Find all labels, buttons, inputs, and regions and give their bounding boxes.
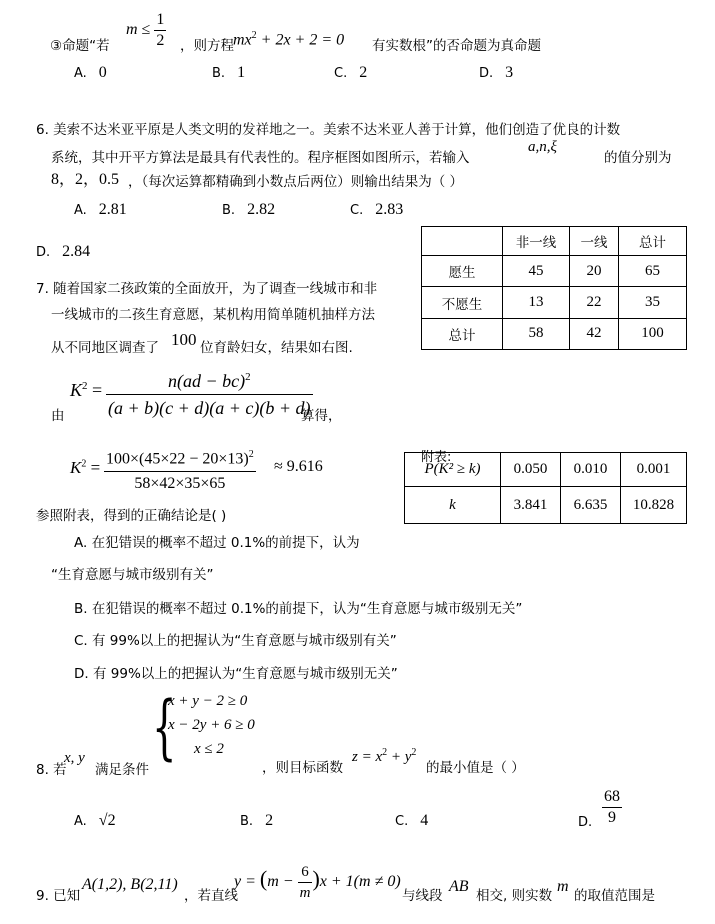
item3-option-b: B. 1 [212, 64, 246, 81]
q9-segment: AB [449, 878, 469, 895]
item3-option-a: A. 0 [74, 64, 107, 81]
q8-option-a: A. √2 [74, 812, 116, 829]
item3-condition: m ≤ $\frac{1}{2}$ [126, 11, 165, 49]
q6-option-a: A. 2.81 [74, 201, 127, 218]
table-cell: 总计 [422, 318, 503, 349]
q9-points: A(1,2), B(2,11) [82, 876, 178, 893]
q9-var-m: m [557, 878, 569, 895]
table-row [405, 487, 687, 524]
item3-equation: $mx^2 + 2x + 2 = 0$ [233, 30, 345, 49]
q7-calc-label: 算得， [301, 408, 342, 424]
k2-formula-lhs: $K^2$ = [70, 380, 103, 400]
table-cell: 58 [503, 318, 570, 349]
q9-line-equation: y = (m − $\frac{6}{m}$ )x + 1(m ≠ 0) [234, 864, 401, 901]
table-cell: 65 [619, 256, 687, 287]
q7-by: 由 [51, 408, 65, 424]
table-cell: 35 [619, 287, 687, 318]
q9-prefix: 9. 已知 [36, 888, 81, 904]
table-cell: 22 [570, 287, 619, 318]
constraint-3: x ≤ 2 [194, 741, 224, 757]
q6-option-b: B. 2.82 [222, 201, 276, 218]
table-cell: P(K² ≥ k) [405, 453, 501, 487]
table-cell: 45 [503, 256, 570, 287]
item3-prefix: ③命题“若 [50, 38, 110, 54]
q8-suffix: 的最小值是（ ） [426, 760, 525, 776]
table-cell: 13 [503, 287, 570, 318]
table-cell: 20 [570, 256, 619, 287]
k2-calc-lhs: $K^2$ = [70, 458, 101, 477]
constraint-1: x + y − 2 ≥ 0 [168, 693, 248, 709]
table-cell: 0.050 [501, 453, 561, 487]
q7-option-c: C. 有 99%以上的把握认为“生育意愿与城市级别有关” [74, 633, 397, 649]
item3-option-c: C. 2 [334, 64, 368, 81]
q7-option-d: D. 有 99%以上的把握认为“生育意愿与城市级别无关” [74, 666, 398, 682]
table-row [405, 453, 687, 487]
q8-cond: 满足条件 [95, 762, 149, 778]
q8-option-c: C. 4 [395, 812, 429, 829]
q9-suffix-a: 与线段 [402, 888, 443, 904]
item3-mid: ，则方程 [180, 38, 234, 54]
q8-objective: $z = x^2 + y^2$ [352, 747, 417, 765]
q6-line1: 6. 美索不达米亚平原是人类文明的发祥地之一。美索不达米亚人善于计算，他们创造了优良的计数 [36, 122, 621, 138]
table-cell: 愿生 [422, 256, 503, 287]
q6-option-c: C. 2.83 [350, 201, 404, 218]
q9-mid: ，若直线 [184, 888, 238, 904]
q8-option-d-fraction: $\frac{68}{9}$ [604, 788, 620, 826]
k2-calc-fraction: $\frac{100\times(45\times 22 - 20\times 13)^2}{58\times 42\times 35\times 65}$ [104, 443, 256, 496]
q7-option-a-line1: A. 在犯错误的概率不超过 0.1%的前提下，认为 [74, 535, 360, 551]
q7-sample-size: 100 [171, 330, 197, 349]
table-cell: 3.841 [501, 487, 561, 524]
table-cell: 0.010 [561, 453, 621, 487]
table-cell: 10.828 [621, 487, 687, 524]
q7-line3a: 从不同地区调查了 [51, 340, 159, 356]
k2-calc-result: ≈ 9.616 [274, 458, 323, 475]
q8-prefix: 8. 若 [36, 762, 67, 778]
survey-header-blank [422, 227, 503, 256]
q7-line3b: 位育龄妇女，结果如右图. [200, 340, 353, 356]
q7-line2: 一线城市的二孩生育意愿，某机构用简单随机抽样方法 [51, 307, 375, 323]
q9-suffix-c: 的取值范围是 [574, 888, 655, 904]
q7-line1: 7. 随着国家二孩政策的全面放开，为了调查一线城市和非 [36, 281, 378, 297]
q7-ref-line: 参照附表，得到的正确结论是( ) [36, 508, 227, 524]
k2-formula-fraction: $\frac{n(ad - bc)^2}{(a + b)(c + d)(a + c)(b + d)}$ [106, 364, 313, 421]
table-cell: 42 [570, 318, 619, 349]
survey-header-tier1: 一线 [570, 227, 619, 256]
q8-option-d-label: D. [578, 815, 593, 830]
table-row [422, 287, 687, 318]
q8-mid: ，则目标函数 [262, 760, 343, 776]
table-cell: 6.635 [561, 487, 621, 524]
q8-vars: x, y [64, 750, 85, 766]
q6-option-d: D. 2.84 [36, 243, 91, 260]
table-cell: 0.001 [621, 453, 687, 487]
q6-line2b: 的值分别为 [604, 150, 672, 166]
q6-line2a: 系统，其中开平方算法是最具有代表性的。程序框图如图所示，若输入 [51, 150, 470, 166]
q6-line3-rest: ，（每次运算都精确到小数点后两位）则输出结果为（ ） [128, 174, 464, 190]
table-cell: k [405, 487, 501, 524]
table-cell: 100 [619, 318, 687, 349]
system-brace: { [152, 686, 177, 768]
q8-option-b: B. 2 [240, 812, 274, 829]
item3-option-d: D. 3 [479, 64, 514, 81]
survey-table [421, 226, 687, 350]
constraint-2: x − 2y + 6 ≥ 0 [168, 717, 255, 733]
q6-vars: a,n,ξ [528, 139, 557, 155]
q6-input-values: 8，2，0.5 [51, 171, 120, 188]
q9-suffix-b: 相交, 则实数 [476, 888, 553, 904]
survey-header-nontier1: 非一线 [503, 227, 570, 256]
appendix-label: 附表: [421, 450, 452, 465]
table-row [422, 318, 687, 349]
item3-suffix: 有实数根”的否命题为真命题 [372, 38, 541, 54]
survey-header-total: 总计 [619, 227, 687, 256]
critical-value-table [404, 452, 687, 524]
table-cell: 不愿生 [422, 287, 503, 318]
q7-option-a-line2: “生育意愿与城市级别有关” [51, 567, 214, 583]
table-row [422, 256, 687, 287]
q7-option-b: B. 在犯错误的概率不超过 0.1%的前提下，认为“生育意愿与城市级别无关” [74, 601, 523, 617]
